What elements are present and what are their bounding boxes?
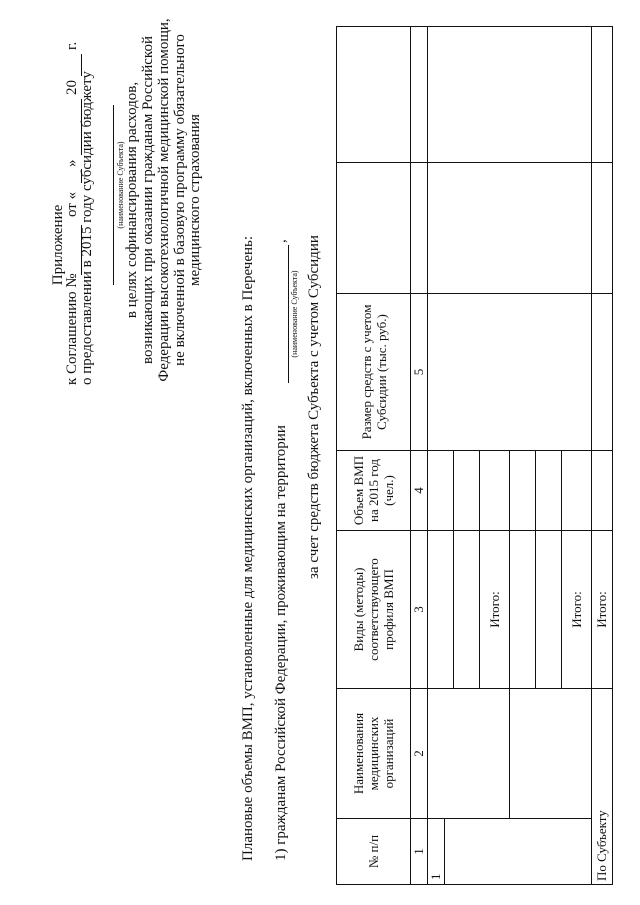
purpose-line-3: Федерации высокотехнологичной медицинской помощи, — [156, 18, 172, 382]
grant-line: о предоставлении в 2015 году субсидии бюджету — [79, 71, 95, 385]
volume-row-1 — [428, 451, 454, 530]
volume-row-3 — [510, 451, 536, 530]
org-cell — [428, 689, 592, 819]
total-row — [592, 27, 613, 885]
extra-cell-1 — [428, 163, 592, 294]
col-header-org: Наименования медицинских организаций — [337, 689, 411, 819]
col-header-volume: Объем ВМП на 2015 год (чел.) — [337, 451, 411, 531]
row-number-1: 1 — [428, 819, 445, 884]
agreement-label: к Соглашению № — [64, 273, 80, 385]
purpose-line-2: возникающих при оказании гражданам Российской — [140, 36, 156, 364]
subject-blank-body — [288, 245, 289, 383]
subject-caption-body: (наименование Субъекта) — [290, 270, 299, 358]
method-subtotal-2: Итого: — [569, 591, 584, 628]
year-suffix: г. — [64, 41, 80, 50]
numbering-row — [411, 27, 428, 885]
col-number-3: 3 — [411, 531, 428, 689]
item1-comma: , — [273, 239, 289, 243]
total-extra-1 — [592, 163, 613, 294]
col-number-4: 4 — [411, 451, 428, 531]
header-row — [337, 27, 411, 885]
total-volume — [592, 451, 613, 531]
col-header-amount: Размер средств с учетом Субсидии (тыс. руб.) — [337, 294, 411, 451]
vmp-table — [336, 26, 613, 885]
item1-text: 1) гражданам Российской Федерации, проживающим на территории — [273, 425, 289, 861]
purpose-line-4: не включенной в базовую программу обязательного — [172, 34, 188, 366]
total-row-label: По Субъекту — [592, 689, 613, 885]
method-row-2 — [454, 531, 480, 688]
col-number-1: 1 — [411, 819, 428, 885]
col-number-5: 5 — [411, 294, 428, 451]
purpose-line-5: медицинского страхования — [187, 114, 203, 286]
subject-blank-top — [113, 105, 114, 285]
volume-subtotal-2 — [562, 451, 591, 530]
col-header-extra-2 — [337, 27, 411, 163]
col-header-method: Виды (методы) соответствующего профиля ВМП — [337, 531, 411, 689]
org-block-1 — [429, 689, 510, 818]
year-prefix: 20 — [64, 80, 80, 95]
body-row — [428, 27, 592, 885]
row-number-cell — [428, 819, 592, 885]
total-extra-2 — [592, 27, 613, 163]
method-row-4 — [536, 531, 562, 688]
col-number-6 — [411, 163, 428, 294]
document-title: Плановые объемы ВМП, установленные для медицинских организаций, включенных в Перечень: — [240, 235, 256, 861]
appendix-title: Приложение — [50, 204, 66, 286]
volume-subtotal-1 — [480, 451, 510, 530]
amount-cell — [428, 294, 592, 451]
from-close: » — [64, 159, 80, 167]
extra-cell-2 — [428, 27, 592, 163]
purpose-line-1: в целях софинансирования расходов, — [124, 81, 140, 319]
volume-cell — [428, 451, 592, 531]
volume-row-4 — [536, 451, 562, 530]
col-header-number: № п/п — [337, 819, 411, 885]
method-row-3 — [510, 531, 536, 688]
from-label: от « — [64, 191, 80, 217]
org-block-2 — [510, 689, 590, 818]
method-row-1 — [428, 531, 454, 688]
total-amount — [592, 294, 613, 451]
volume-row-2 — [454, 451, 480, 530]
col-header-extra-1 — [337, 163, 411, 294]
funding-text: за счет средств бюджета Субъекта с учетом Субсидии — [306, 235, 322, 579]
method-cell — [428, 531, 592, 689]
col-number-2: 2 — [411, 689, 428, 819]
method-subtotal-1: Итого: — [480, 531, 510, 688]
total-label: Итого: — [592, 531, 613, 689]
col-number-7 — [411, 27, 428, 163]
subject-caption-top: (наименование Субъекта) — [116, 141, 125, 229]
